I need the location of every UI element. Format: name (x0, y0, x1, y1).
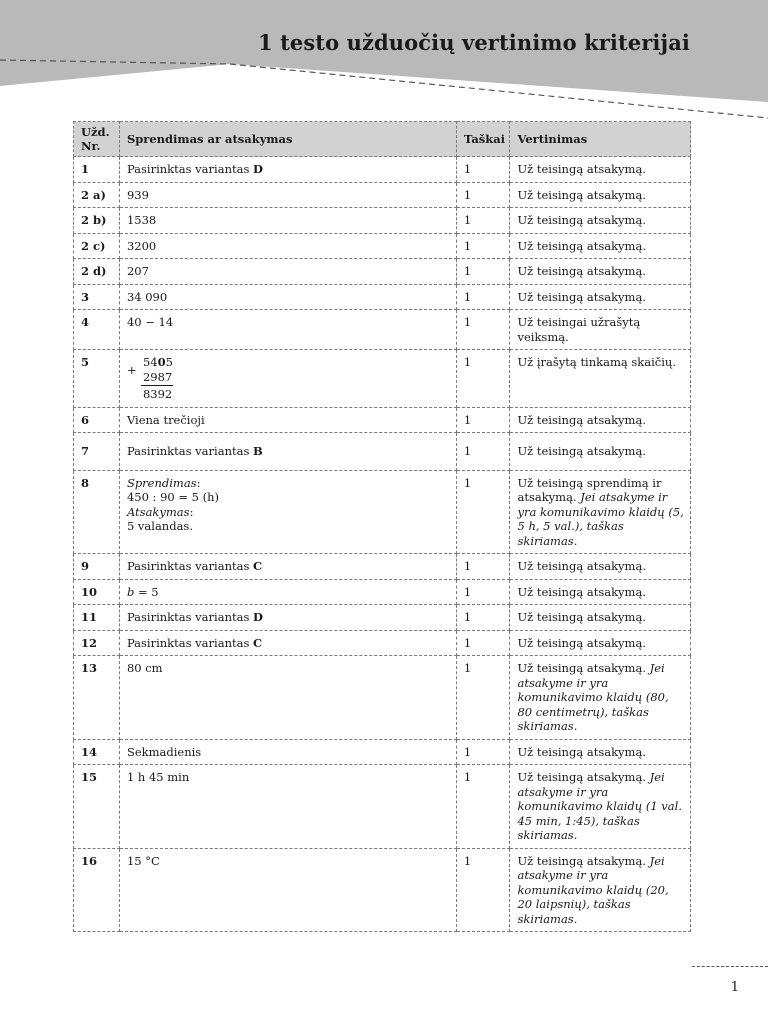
table-row (74, 157, 691, 183)
solution-cell: 3200 (119, 233, 456, 259)
table-row (74, 350, 691, 408)
solution-cell: 40 − 14 (119, 310, 456, 350)
page-number: 1 (730, 980, 739, 995)
points-cell: 1 (456, 656, 510, 740)
task-number: 2 c) (74, 233, 120, 259)
points-cell: 1 (456, 233, 510, 259)
points-cell: 1 (456, 554, 510, 580)
table-row (74, 554, 691, 580)
points-cell: 1 (456, 605, 510, 631)
solution-cell: b = 5 (119, 579, 456, 605)
solution-cell: 15 °C (119, 848, 456, 932)
task-number: 12 (74, 630, 120, 656)
task-number: 2 d) (74, 259, 120, 285)
table-row (74, 848, 691, 932)
evaluation-cell: Už teisingą atsakymą. Jei atsakyme ir yra komunikavimo klaidų (80, 80 centimetrų), taškas skiriamas. (510, 656, 691, 740)
table-row (74, 310, 691, 350)
header-points: Taškai (456, 122, 510, 157)
solution-cell: Pasirinktas variantas B (119, 433, 456, 471)
table-row (74, 182, 691, 208)
table-row (74, 284, 691, 310)
table-row (74, 407, 691, 433)
solution-cell: 80 cm (119, 656, 456, 740)
table-row (74, 765, 691, 849)
solution-cell: Pasirinktas variantas D (119, 157, 456, 183)
solution-cell: 207 (119, 259, 456, 285)
task-number: 1 (74, 157, 120, 183)
evaluation-cell: Už teisingą atsakymą. (510, 182, 691, 208)
task-number: 5 (74, 350, 120, 408)
points-cell: 1 (456, 284, 510, 310)
table-row (74, 579, 691, 605)
task-number: 9 (74, 554, 120, 580)
table-row (74, 470, 691, 554)
header-evaluation: Vertinimas (510, 122, 691, 157)
header-task-number: Užd. Nr. (74, 122, 120, 157)
evaluation-cell: Už teisingai užrašytą veiksmą. (510, 310, 691, 350)
points-cell: 1 (456, 182, 510, 208)
task-number: 15 (74, 765, 120, 849)
points-cell: 1 (456, 407, 510, 433)
header-solution: Sprendimas ar atsakymas (119, 122, 456, 157)
task-number: 16 (74, 848, 120, 932)
points-cell: 1 (456, 579, 510, 605)
solution-cell: 1538 (119, 208, 456, 234)
points-cell: 1 (456, 157, 510, 183)
solution-cell: Sprendimas: 450 : 90 = 5 (h) Atsakymas: 5 valandas. (119, 470, 456, 554)
addend-1: 5405 (142, 355, 173, 369)
task-number: 6 (74, 407, 120, 433)
task-number: 2 a) (74, 182, 120, 208)
evaluation-cell: Už teisingą atsakymą. (510, 233, 691, 259)
evaluation-cell: Už teisingą atsakymą. (510, 157, 691, 183)
task-number: 7 (74, 433, 120, 471)
points-cell: 1 (456, 739, 510, 765)
points-cell: 1 (456, 433, 510, 471)
table-header-row (74, 122, 691, 157)
footer-rule (692, 966, 768, 967)
solution-cell: 939 (119, 182, 456, 208)
points-cell: 1 (456, 350, 510, 408)
header-band (0, 0, 768, 130)
addend-2: 2987 (142, 369, 173, 384)
solution-cell: Viena trečioji (119, 407, 456, 433)
table-row (74, 208, 691, 234)
solution-cell: Pasirinktas variantas C (119, 630, 456, 656)
solution-cell: Sekmadienis (119, 739, 456, 765)
points-cell: 1 (456, 630, 510, 656)
evaluation-cell: Už teisingą atsakymą. (510, 407, 691, 433)
solution-cell: Pasirinktas variantas C (119, 554, 456, 580)
evaluation-cell: Už teisingą sprendimą ir atsakymą. Jei atsakyme ir yra komunikavimo klaidų (5, 5 h, 5 val.), taškas skiriamas. (510, 470, 691, 554)
evaluation-cell: Už teisingą atsakymą. (510, 259, 691, 285)
evaluation-cell: Už teisingą atsakymą. (510, 208, 691, 234)
table-row (74, 739, 691, 765)
evaluation-cell: Už teisingą atsakymą. (510, 579, 691, 605)
criteria-table (73, 121, 691, 932)
points-cell: 1 (456, 470, 510, 554)
table-row (74, 259, 691, 285)
task-number: 8 (74, 470, 120, 554)
task-number: 11 (74, 605, 120, 631)
table-row (74, 656, 691, 740)
task-number: 14 (74, 739, 120, 765)
table-row (74, 433, 691, 471)
task-number: 3 (74, 284, 120, 310)
evaluation-cell: Už teisingą atsakymą. (510, 554, 691, 580)
evaluation-cell: Už teisingą atsakymą. (510, 739, 691, 765)
table-row (74, 233, 691, 259)
evaluation-cell: Už įrašytą tinkamą skaičių. (510, 350, 691, 408)
solution-cell: 34 090 (119, 284, 456, 310)
points-cell: 1 (456, 259, 510, 285)
task-number: 13 (74, 656, 120, 740)
solution-cell (119, 350, 456, 408)
task-number: 10 (74, 579, 120, 605)
page-title: 1 testo užduočių vertinimo kriterijai (258, 30, 690, 55)
task-number: 2 b) (74, 208, 120, 234)
points-cell: 1 (456, 765, 510, 849)
table-row (74, 605, 691, 631)
points-cell: 1 (456, 848, 510, 932)
solution-cell: 1 h 45 min (119, 765, 456, 849)
table-row (74, 630, 691, 656)
evaluation-cell: Už teisingą atsakymą. (510, 284, 691, 310)
evaluation-cell: Už teisingą atsakymą. Jei atsakyme ir yra komunikavimo klaidų (20, 20 laipsnių), taškas skiriamas. (510, 848, 691, 932)
solution-cell: Pasirinktas variantas D (119, 605, 456, 631)
task-number: 4 (74, 310, 120, 350)
plus-sign: + (126, 363, 137, 377)
evaluation-cell: Už teisingą atsakymą. (510, 433, 691, 471)
evaluation-cell: Už teisingą atsakymą. Jei atsakyme ir yra komunikavimo klaidų (1 val. 45 min, 1:45), taškas skiriamas. (510, 765, 691, 849)
evaluation-cell: Už teisingą atsakymą. (510, 605, 691, 631)
points-cell: 1 (456, 310, 510, 350)
column-addition (127, 355, 173, 402)
sum: 8392 (142, 387, 173, 401)
evaluation-cell: Už teisingą atsakymą. (510, 630, 691, 656)
points-cell: 1 (456, 208, 510, 234)
